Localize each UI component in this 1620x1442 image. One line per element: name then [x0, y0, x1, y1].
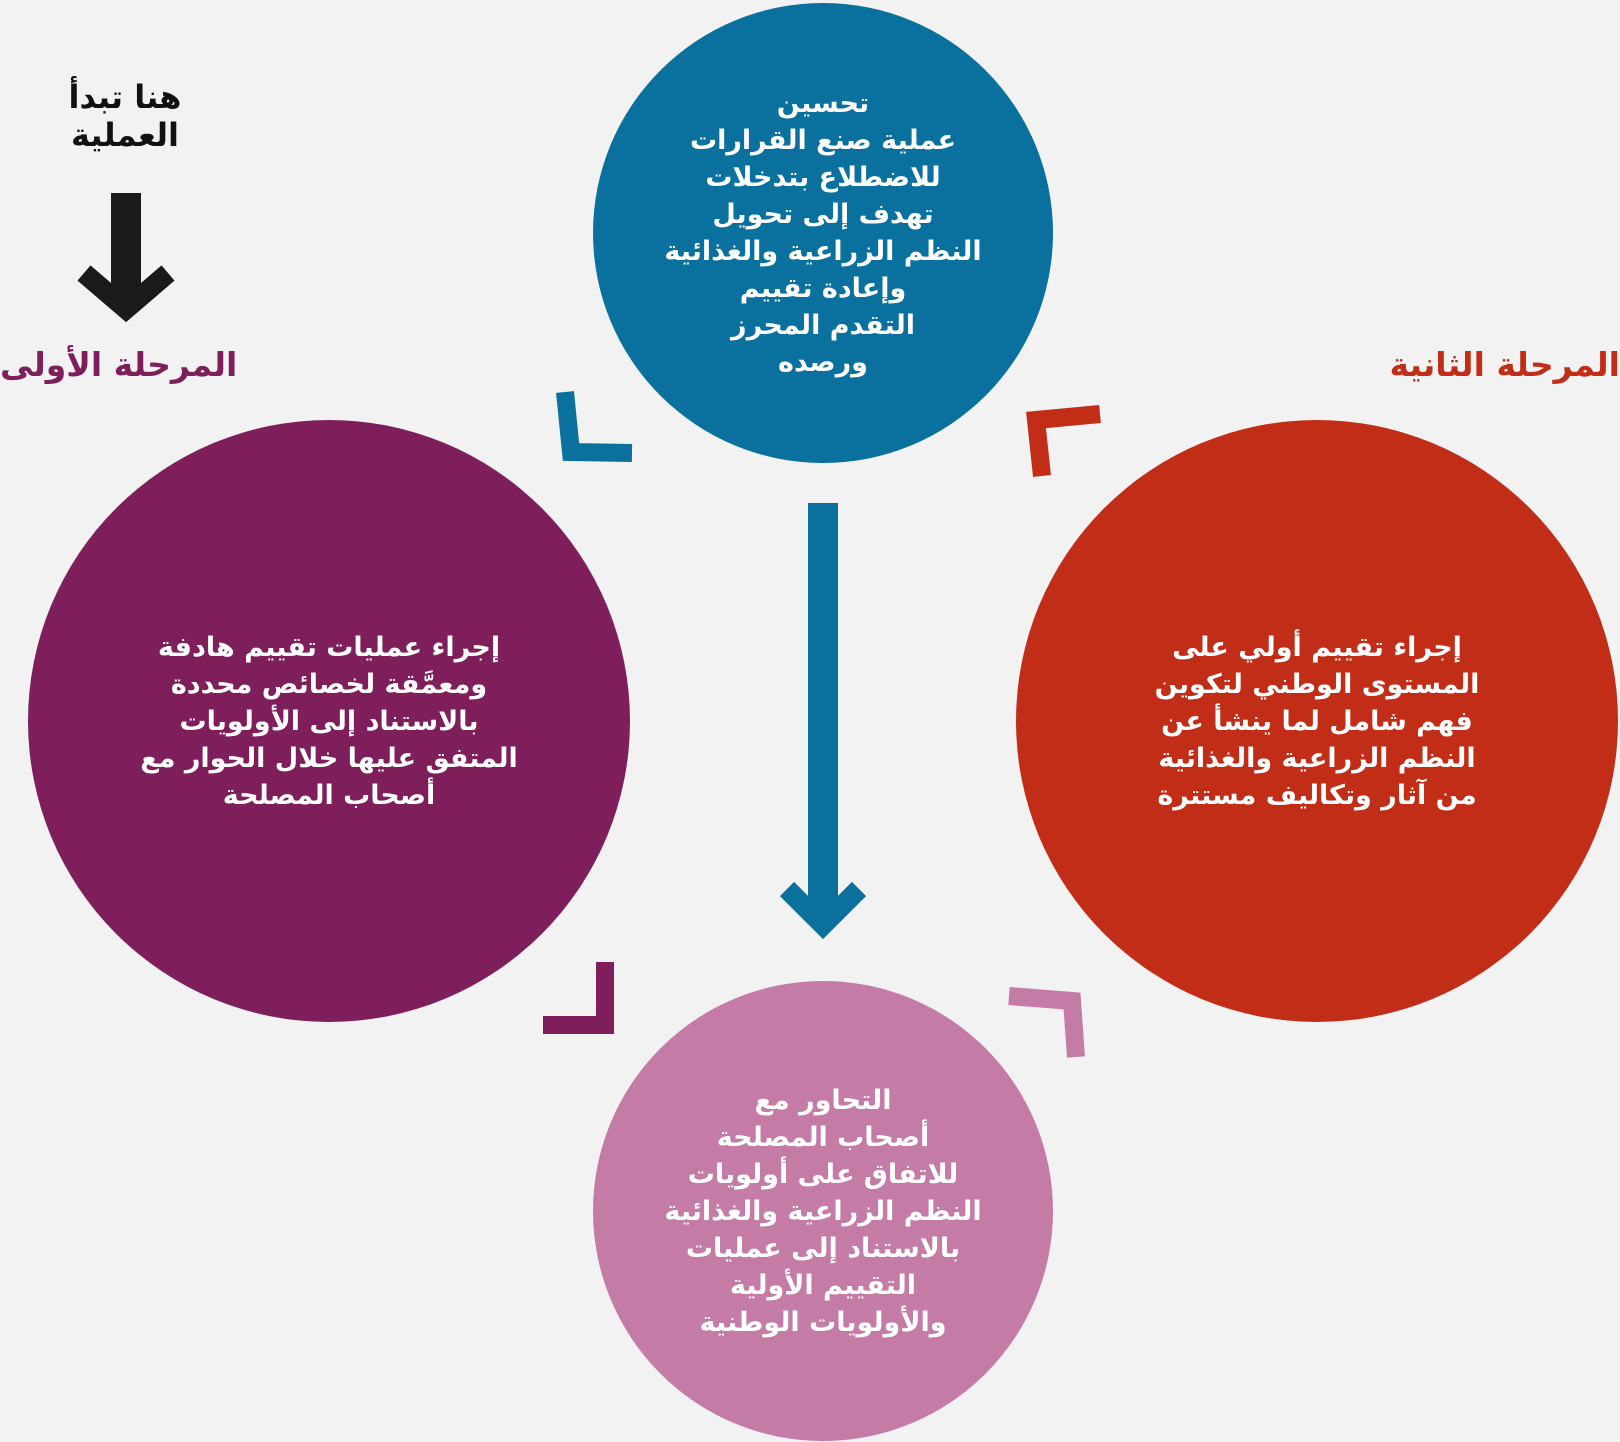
step-initial-assessment-circle	[1016, 420, 1618, 1022]
step-stakeholder-dialogue-text: التحاور مع أصحاب المصلحة للاتفاق على أولويات النظم الزراعية والغذائية بالاستناد إلى عمليات التقييم الأولية والأولويات الوطنية	[664, 1084, 982, 1338]
step-stakeholder-dialogue-circle	[593, 981, 1053, 1441]
chevron-right-top-icon	[1036, 414, 1100, 476]
chevron-bottom-right-icon	[1009, 996, 1076, 1057]
chevron-left-bottom-icon	[543, 962, 605, 1025]
step-initial-assessment-text: إجراء تقييم أولي على المستوى الوطني لتكوين فهم شامل لما ينشأ عن النظم الزراعية والغذائية من آثار وتكاليف مستترة	[1154, 631, 1480, 811]
step-improve-decisions-circle	[593, 3, 1053, 463]
center-arrow-icon	[787, 503, 859, 925]
phase-two-label: المرحلة الثانية	[1389, 345, 1620, 384]
step-in-depth-assessment-text: إجراء عمليات تقييم هادفة ومعمَّقة لخصائص محددة بالاستناد إلى الأولويات المتفق عليها خلال الحوار مع أصحاب المصلحة	[140, 631, 518, 811]
phase-one-label: المرحلة الأولى	[0, 345, 238, 384]
step-in-depth-assessment-circle	[28, 420, 630, 1022]
step-improve-decisions-text: تحسين عملية صنع القرارات للاضطلاع بتدخلات تهدف إلى تحويل النظم الزراعية والغذائية وإعادة تقييم التقدم المحرز ورصده	[664, 88, 982, 378]
start-arrow-icon	[84, 193, 168, 309]
chevron-top-left-icon	[565, 392, 632, 453]
process-start-label: هنا تبدأ العملية	[68, 78, 182, 154]
